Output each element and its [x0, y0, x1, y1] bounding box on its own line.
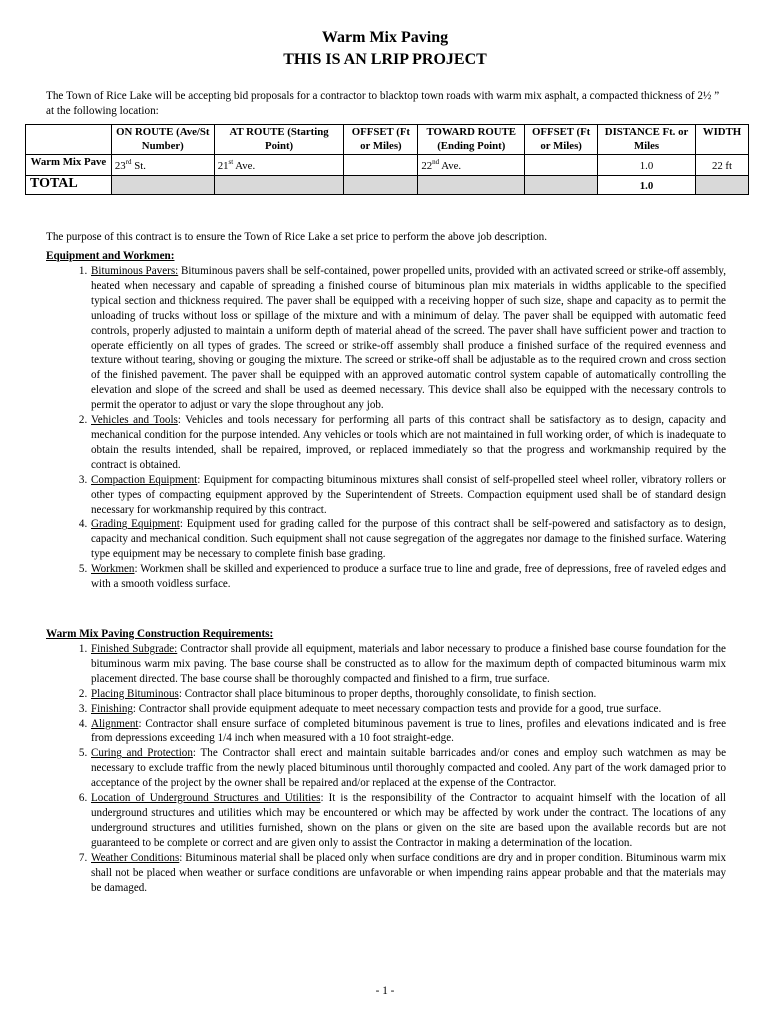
- purpose-paragraph: The purpose of this contract is to ensure the Town of Rice Lake a set price to perform the above job description.: [46, 231, 548, 243]
- list-item: 2. Vehicles and Tools: Vehicles and tools necessary for performing all parts of this contract shall be satisfactory as to design, capacity and mechanical condition for the purpose intended. Any vehicles or tools which are not maintained in full working order, of which is inadequate to obtain the results intended, shall be repaired, improved, or replaced immediately so that the progress and workmanship required by the contract is obtained.: [90, 413, 726, 473]
- list-item: 7. Weather Conditions: Bituminous material shall be placed only when surface conditions are dry and in proper condition. Bituminous warm mix shall not be placed when weather or surface conditions are unfavorable or when impending rains appear probable and that the materials may be damaged.: [90, 851, 726, 896]
- row-label: Warm Mix Pave: [26, 155, 112, 176]
- location-table: [25, 124, 749, 195]
- table-header-row: [26, 125, 749, 155]
- construction-list: [46, 642, 726, 895]
- list-item: 3. Compaction Equipment: Equipment for compacting bituminous mixtures shall consist of self-propelled steel wheel roller, vibratory rollers or other types of compacting equipment approved by the Superintendent of Streets. Compaction equipment used shall be of standard design necessary for workmanship required by this contract.: [90, 473, 726, 518]
- list-item: 6. Location of Underground Structures and Utilities: It is the responsibility of the Contractor to acquaint himself with the location of all underground structures and utilities which may be encountered or which may be affected by work under the contract. The locations of any underground structures and utilities furnished, shown on the plans or given on the site are based upon the available records but are not guaranteed to be complete or correct and are given only to assist the Contractor in making a determination of the location.: [90, 791, 726, 851]
- table-row: [26, 155, 749, 176]
- header-offset-2: OFFSET (Ft or Miles): [525, 125, 598, 155]
- equipment-list: [46, 264, 726, 592]
- list-item: 5. Curing and Protection: The Contractor shall erect and maintain suitable barricades and/or cones and employ such watchmen as may be necessary to exclude traffic from the newly placed bituminous until thoroughly compacted and cooled. Any part of the work damaged prior to acceptance of the project by the owner shall be repaired and/or replaced at the expense of the Contractor.: [90, 746, 726, 791]
- cell-toward-route: 22nd Ave.: [418, 155, 525, 176]
- cell-on-route: 23rd St.: [111, 155, 214, 176]
- page-title: Warm Mix Paving: [321, 29, 449, 46]
- list-item: 4. Grading Equipment: Equipment used for grading called for the purpose of this contract shall be self-powered and satisfactory as to design, capacity and mechanical condition. Such equipment shall not cause segregation of the aggregates nor damage to the finished surface. Watering type equipment may be necessary to complete finish base grading.: [90, 517, 726, 562]
- section-heading: Warm Mix Paving Construction Requirements:: [46, 628, 274, 640]
- list-item: 1. Bituminous Pavers: Bituminous pavers shall be self-contained, power propelled units, provided with an activated screed or strike-off assembly, heated when necessary and capable of spreading a finished course of bituminous plan mix materials in widths applicable to the specified typical section and thickness required. The paver shall be equipped with a receiving hopper of such size, shape and capacity as to permit the unloading of trucks without loss or spillage of the mixture and with a minimum of delay. The paver shall be equipped with automatic feed controls, properly adjusted to maintain a uniform depth of material ahead of the screed. The paver shall have sufficient power and traction to operate efficiently on all types of grades. The screed or strike-off assembly shall produce a finished surface of the required evenness and texture without tearing, shoving or gouging the mixture. The screed or strike-off shall be adjustable as to the required crown and cross section of the finished pavement. The paver shall be equipped with an approved automatic control system capable of automatically controlling the elevation and slope of the screed and shall be used as deemed necessary. This device shall also be equipped with the necessary controls to permit the operator to adjust or vary the slope throughout any job.: [90, 264, 726, 413]
- cell-at-route: 21st Ave.: [214, 155, 344, 176]
- header-distance: DISTANCE Ft. or Miles: [598, 125, 696, 155]
- total-row: [26, 175, 749, 195]
- list-item: 3. Finishing: Contractor shall provide equipment adequate to meet necessary compaction tests and provide for a good, true surface.: [90, 702, 726, 717]
- total-shaded-cell: [214, 175, 344, 195]
- header-width: WIDTH: [695, 125, 748, 155]
- list-item: 4. Alignment: Contractor shall ensure surface of completed bituminous pavement is true to lines, profiles and elevations indicated and is free from depressions exceeding 1/4 inch when measured with a 10 foot straight-edge.: [90, 717, 726, 747]
- list-item: 1. Finished Subgrade: Contractor shall provide all equipment, materials and labor necessary to produce a finished base course foundation for the bituminous warm mix paving. The base course shall be constructed as to allow for the maximum depth of compacted bituminous warm mix placement directed. The base course shall be thoroughly compacted and finished to a firm, true surface.: [90, 642, 726, 687]
- intro-paragraph: The Town of Rice Lake will be accepting bid proposals for a contractor to blacktop town roads with warm mix asphalt, a compacted thickness of 2½ ” at the following location:: [46, 90, 720, 117]
- total-shaded-cell: [111, 175, 214, 195]
- page-subtitle: THIS IS AN LRIP PROJECT: [283, 51, 487, 68]
- equipment-section: [46, 250, 726, 592]
- header-blank: [26, 125, 112, 155]
- total-label: TOTAL: [26, 175, 112, 195]
- total-shaded-cell: [695, 175, 748, 195]
- total-shaded-cell: [344, 175, 418, 195]
- cell-offset-1: [344, 155, 418, 176]
- page-number: - 1 -: [375, 985, 395, 997]
- total-shaded-cell: [525, 175, 598, 195]
- header-toward-route: TOWARD ROUTE (Ending Point): [418, 125, 525, 155]
- cell-distance: 1.0: [598, 155, 696, 176]
- header-on-route: ON ROUTE (Ave/St Number): [111, 125, 214, 155]
- cell-offset-2: [525, 155, 598, 176]
- construction-section: [46, 628, 726, 895]
- section-heading: Equipment and Workmen:: [46, 250, 175, 262]
- total-distance: 1.0: [598, 175, 696, 195]
- total-shaded-cell: [418, 175, 525, 195]
- header-at-route: AT ROUTE (Starting Point): [214, 125, 344, 155]
- list-item: 5. Workmen: Workmen shall be skilled and experienced to produce a surface true to line and grade, free of depressions, free of raveled edges and with a smooth voidless surface.: [90, 562, 726, 592]
- list-item: 2. Placing Bituminous: Contractor shall place bituminous to proper depths, thoroughly consolidate, to finish section.: [90, 687, 726, 702]
- cell-width: 22 ft: [695, 155, 748, 176]
- header-offset-1: OFFSET (Ft or Miles): [344, 125, 418, 155]
